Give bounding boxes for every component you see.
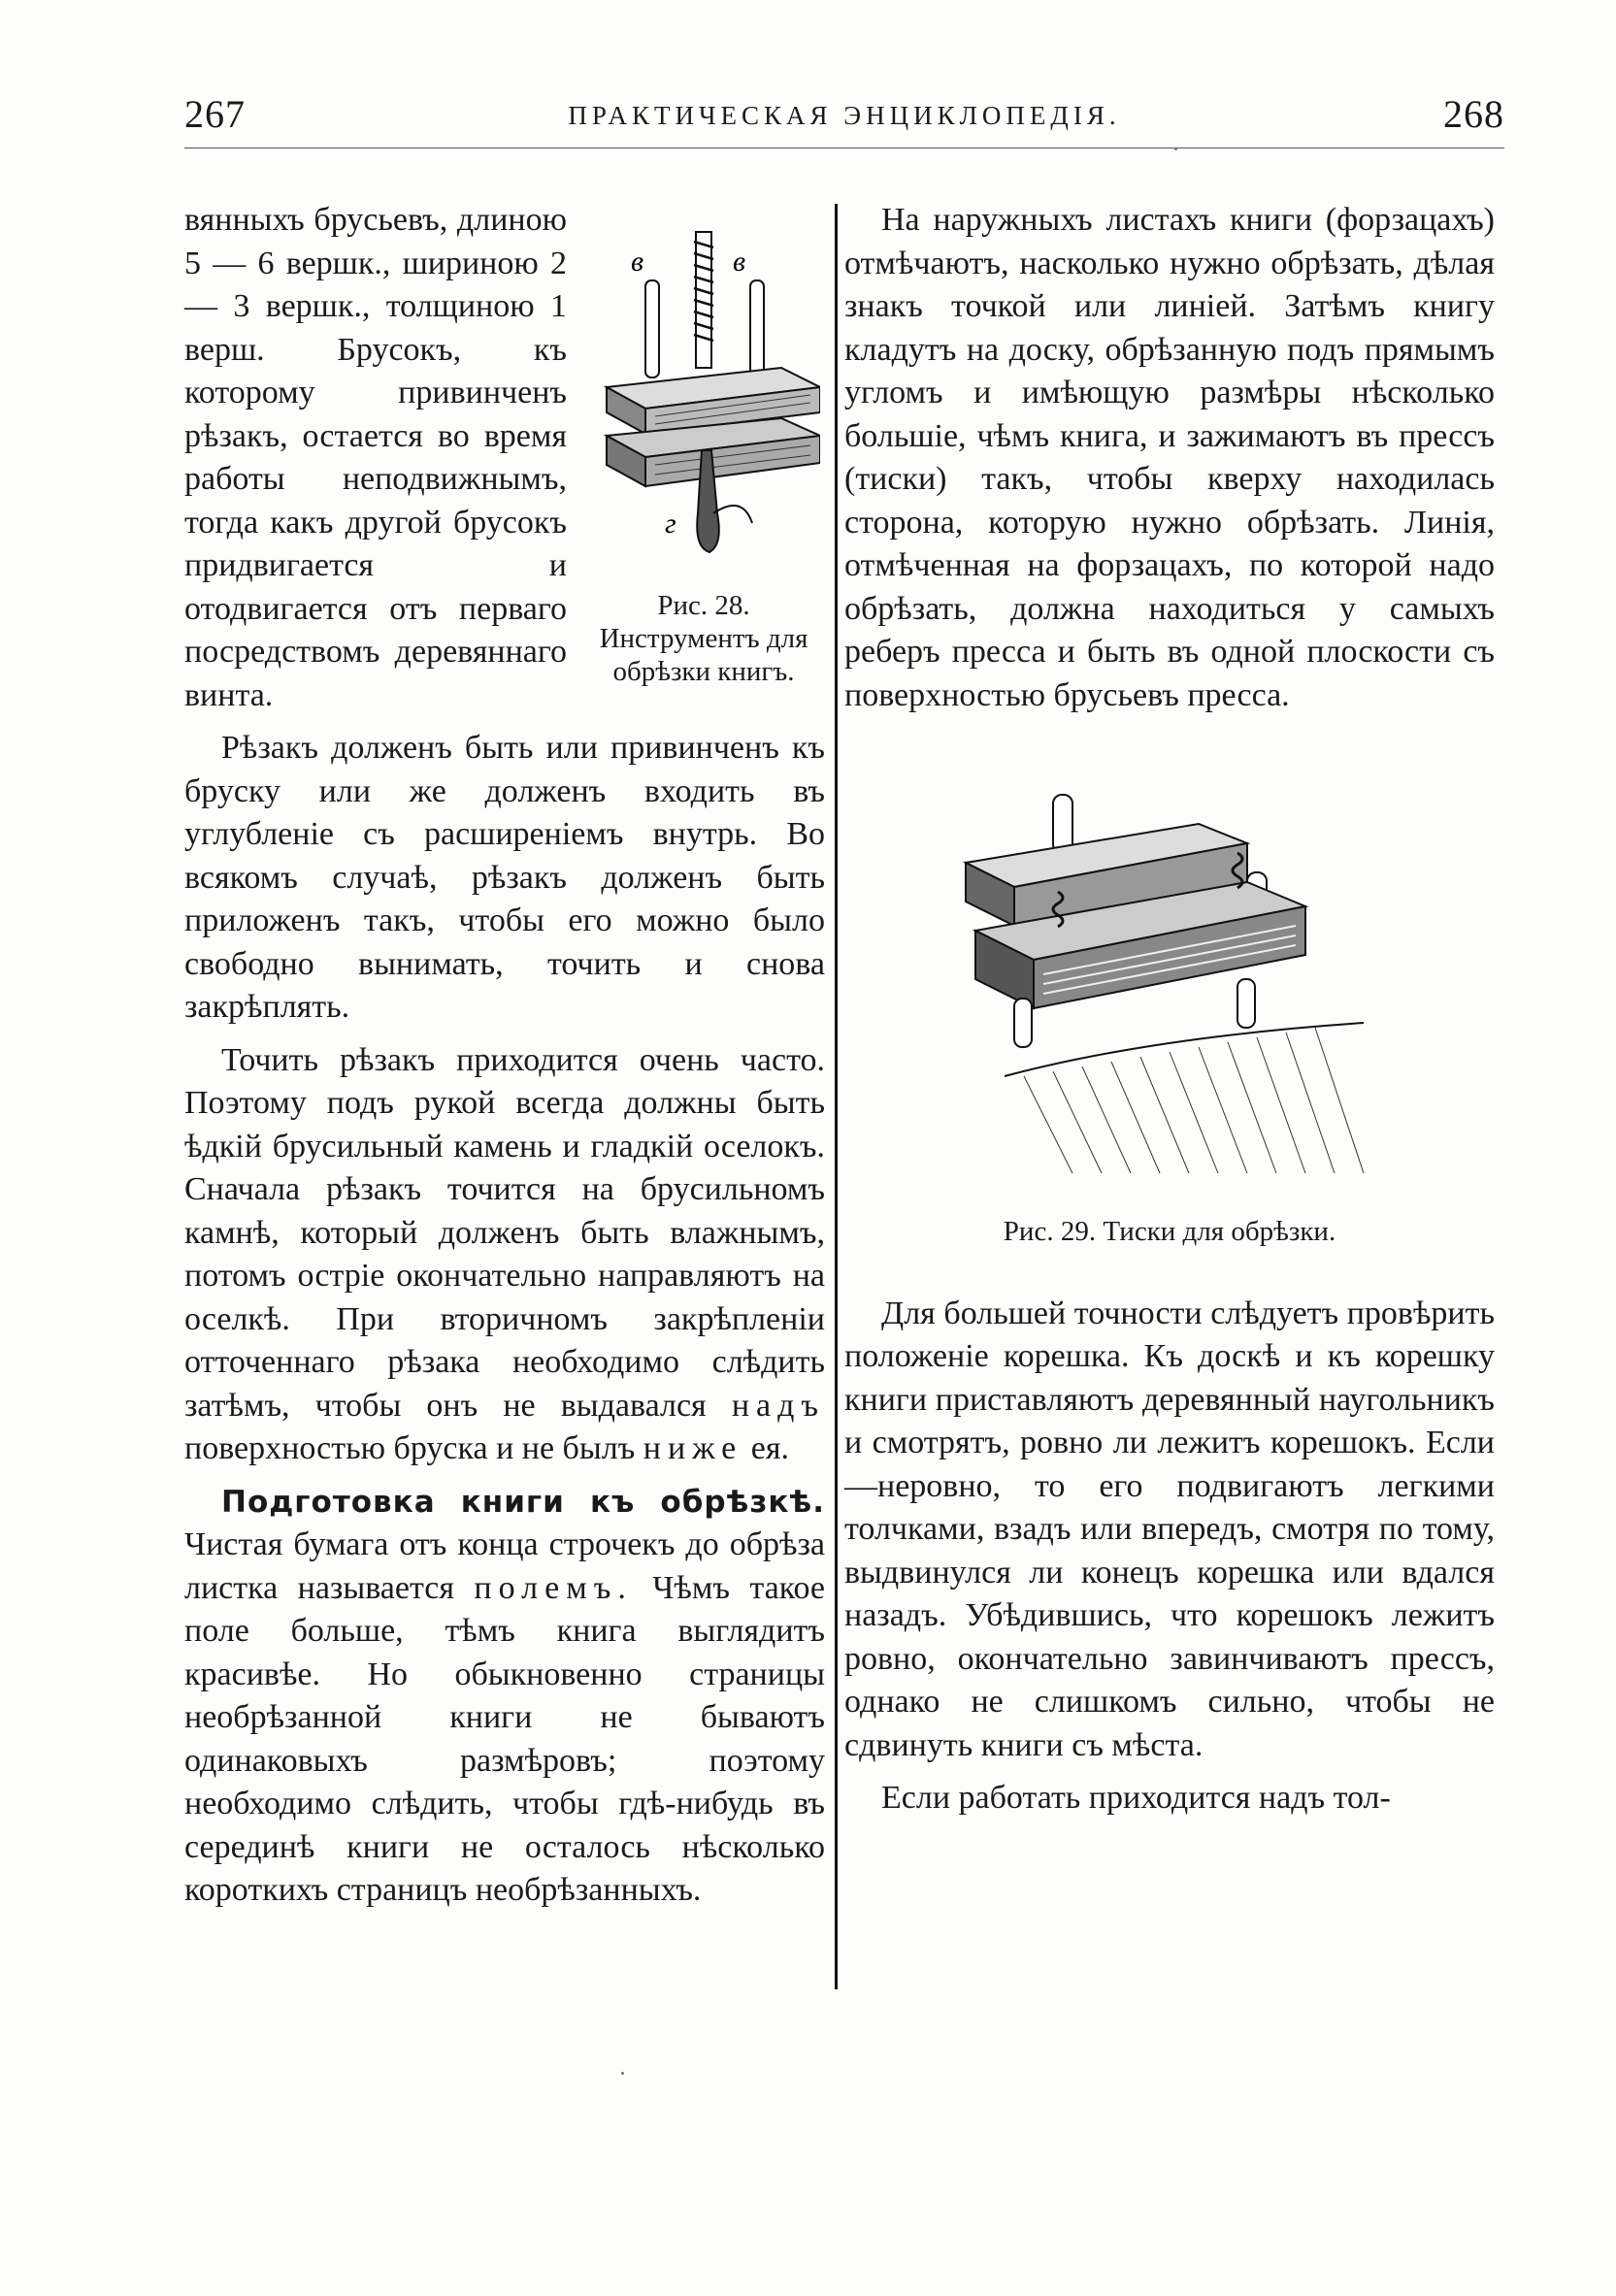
emphasis-text: полемъ.	[474, 1569, 633, 1606]
figure-28	[582, 203, 825, 688]
page-number-right: 268	[1443, 92, 1504, 136]
section-heading: Подготовка книги къ обрѣзкѣ.	[221, 1484, 825, 1520]
paragraph-text: поверхностью бруска и не былъ	[184, 1430, 636, 1466]
paragraph-text: вянныхъ брусьевъ, длиною 5 — 6 вершк., шириною 2 — 3 вершк., толщиною 1 верш. Брусокъ, къ которому привинченъ рѣзакъ, остается во время работы неподвижнымъ, тогда какъ другой брусокъ придвигается и отодвигается отъ перваго посредствомъ деревяннаго винта.	[184, 202, 567, 713]
paragraph: Для большей точности слѣдуетъ провѣрить положеніе корешка. Къ доскѣ и къ корешку книги приставляютъ деревянный наугольникъ и смотрятъ, ровно ли лежитъ корешокъ. Если—неровно, то его подвигаютъ легкими толчками, взадъ или впередъ, смотря по тому, выдвинулся ли конецъ корешка или вдался назадъ. Убѣдившись, что корешокъ лежитъ ровно, окончательно завинчиваютъ прессъ, однако не слишкомъ сильно, чтобы не сдвинуть книги съ мѣста.	[844, 1295, 1495, 1763]
press-illustration	[956, 785, 1383, 1193]
paper-speck	[621, 2072, 624, 2075]
trimming-tool-illustration	[587, 203, 820, 581]
paragraph	[184, 1481, 825, 1913]
label-v-right: в	[733, 246, 746, 278]
column-divider	[835, 204, 838, 1989]
label-g: г	[665, 508, 676, 540]
figure-29-caption: Рис. 29. Тиски для обрѣзки.	[1003, 1216, 1336, 1247]
left-column	[184, 199, 825, 1922]
running-header	[184, 89, 1504, 148]
paragraph: На наружныхъ листахъ книги (форзацахъ) отмѣчаютъ, насколько нужно обрѣзать, дѣлая знакъ точкой или линіей. Затѣмъ книгу кладутъ на доску, обрѣзанную подъ прямымъ угломъ и имѣющую размѣры нѣсколько большіе, чѣмъ книга, и зажимаютъ въ прессъ (тиски) такъ, чтобы кверху находилась сторона, которую нужно обрѣзать. Линія, отмѣченная на форзацахъ, по которой надо обрѣзать, должна находиться у самыхъ реберъ пресса и быть въ одной плоскости съ поверхностью брусьевъ пресса.	[844, 202, 1495, 713]
running-title: ПРАКТИЧЕСКАЯ ЭНЦИКЛОПЕДІЯ.	[568, 101, 1121, 130]
right-column	[844, 199, 1495, 1830]
emphasis-text: ниже	[643, 1430, 743, 1466]
paragraph-text: Чистая бумага отъ конца строчекъ до обрѣза листка называется	[184, 1526, 825, 1606]
paragraph-text: Точить рѣзакъ приходится очень часто. Поэтому подъ рукой всегда должны быть ѣдкій брусильный камень и гладкій оселокъ. Сначала рѣзакъ точится на брусильномъ камнѣ, который долженъ быть влажнымъ, потомъ остріе окончательно направляютъ на оселкѣ. При вторичномъ закрѣпленіи отточеннаго рѣзака необходимо слѣдить затѣмъ, чтобы онъ не выдавался	[184, 1041, 825, 1424]
label-v-left: в	[631, 246, 644, 278]
page-number-left: 267	[184, 92, 246, 136]
paragraph-text: Чѣмъ такое поле больше, тѣмъ книга выглядитъ красивѣе. Но обыкновенно страницы необрѣзанной книги не бываютъ одинаковыхъ размѣровъ; поэтому необходимо слѣдить, чтобы гдѣ-нибудь въ серединѣ книги не осталось нѣсколько короткихъ страницъ необрѣзанныхъ.	[184, 1569, 826, 1908]
paragraph	[184, 1039, 825, 1471]
emphasis-text: надъ	[731, 1387, 825, 1424]
figure-29	[844, 785, 1495, 1254]
paragraph-text: ея.	[750, 1430, 790, 1466]
paragraph: Если работать приходится надъ тол-	[881, 1780, 1391, 1816]
paragraph	[184, 199, 825, 717]
paper-speck	[1174, 148, 1177, 150]
figure-28-caption: Рис. 28. Инструментъ для обрѣзки книгъ.	[599, 590, 808, 687]
paragraph: Рѣзакъ долженъ быть или привинченъ къ бруску или же долженъ входить въ углубленіе съ расширеніемъ внутрь. Во всякомъ случаѣ, рѣзакъ долженъ быть приложенъ такъ, чтобы его можно было свободно вынимать, точить и снова закрѣплять.	[184, 730, 825, 1025]
